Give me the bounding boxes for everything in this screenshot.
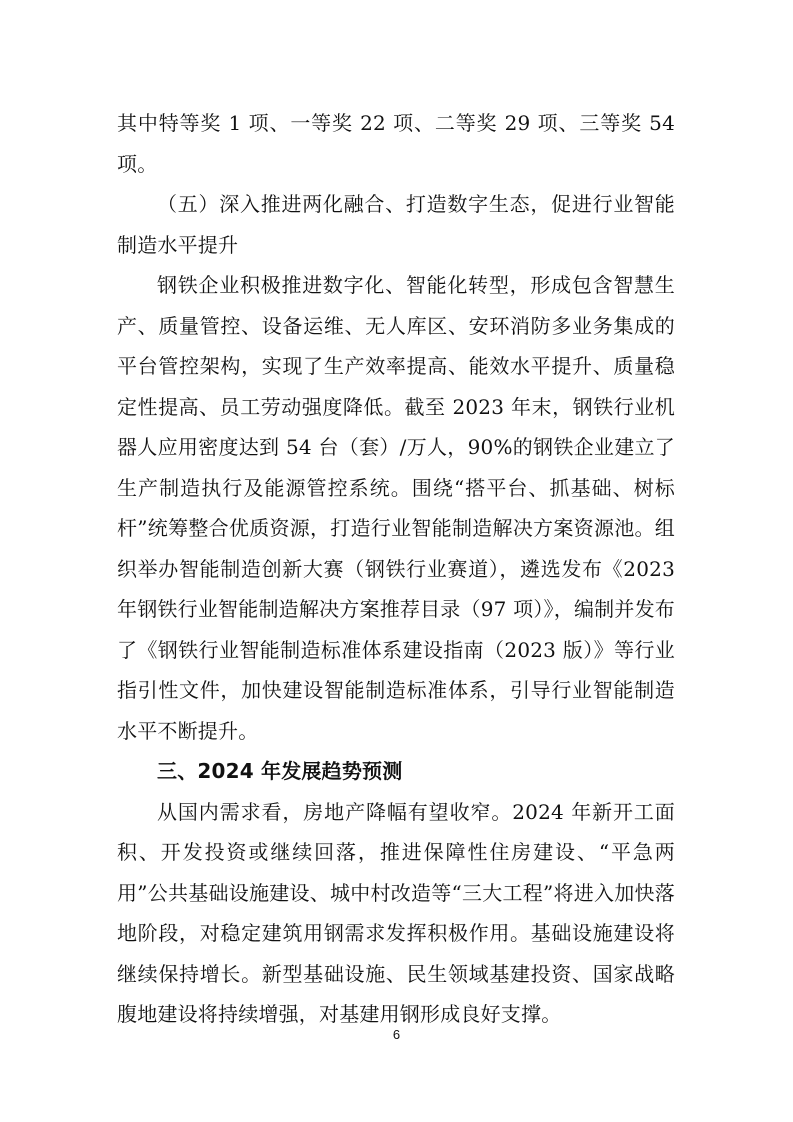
body-text [117,103,675,1035]
subsection-heading-five: （五）深入推进两化融合、打造数字生态，促进行业智能制造水平提升 [117,192,675,257]
page-number: 6 [392,1027,401,1042]
section-heading-three: 三、2024 年发展趋势预测 [157,759,403,783]
paragraph-award-counts: 其中特等奖 1 项、一等奖 22 项、二等奖 29 项、三等奖 54 项。 [117,111,675,176]
paragraph-smart-manufacturing: 钢铁企业积极推进数字化、智能化转型，形成包含智慧生产、质量管控、设备运维、无人库区、安环消防多业务集成的平台管控架构，实现了生产效率提高、能效水平提升、质量稳定性提高、员工劳动强度降低。截至 2023 年末，钢铁行业机器人应用密度达到 54 台（套）/万人，90%的钢铁企业建立了生产制造执行及能源管控系统。围绕“搭平台、抓基础、树标杆”统筹整合优质资源，打造行业智能制造解决方案资源池。组织举办智能制造创新大赛（钢铁行业赛道），遴选发布《2023 年钢铁行业智能制造解决方案推荐目录（97 项）》，编制并发布了《钢铁行业智能制造标准体系建设指南（2023 版）》等行业指引性文件，加快建设智能制造标准体系，引导行业智能制造水平不断提升。 [117,273,675,743]
paragraph-domestic-demand: 从国内需求看，房地产降幅有望收窄。2024 年新开工面积、开发投资或继续回落，推进保障性住房建设、“平急两用”公共基础设施建设、城中村改造等“三大工程”将进入加快落地阶段，对稳定建筑用钢需求发挥积极作用。基础设施建设将继续保持增长。新型基础设施、民生领域基建投资、国家战略腹地建设将持续增强，对基建用钢形成良好支撑。 [117,799,675,1026]
